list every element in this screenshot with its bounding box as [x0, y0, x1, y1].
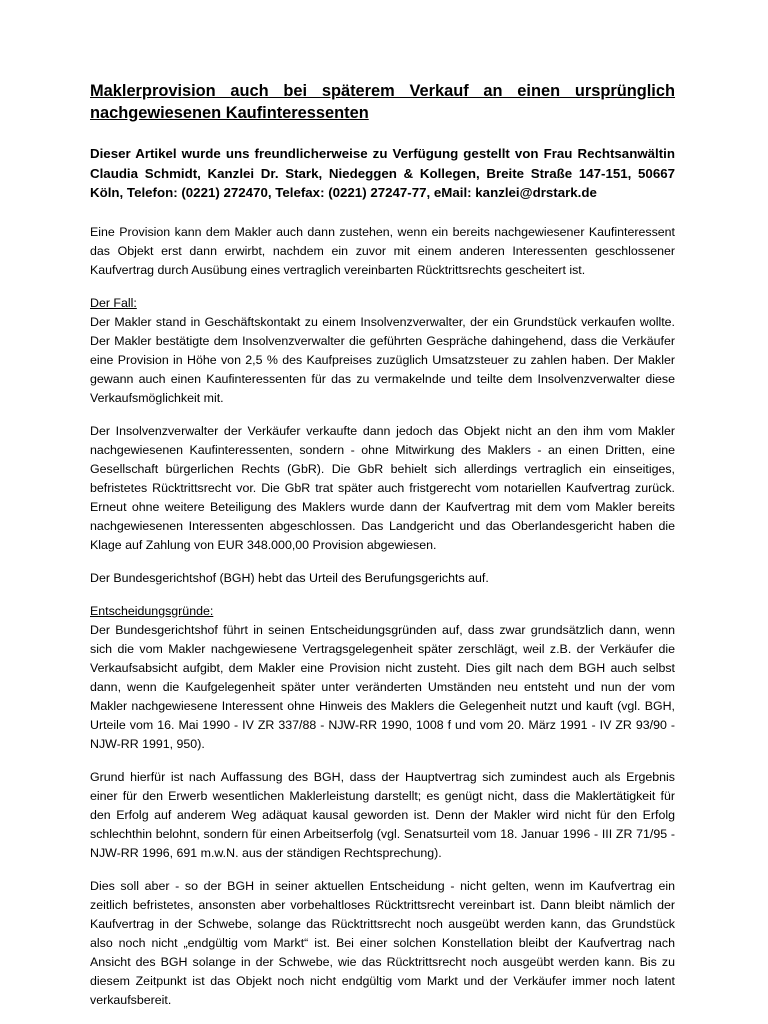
- reasons-paragraph-3: Dies soll aber - so der BGH in seiner aktuellen Entscheidung - nicht gelten, wenn im Kaufvertrag ein zeitlich befristetes, ansonsten aber vorbehaltloses Rücktrittsrecht vereinbart ist. Dann bleibt nämlich der Kaufvertrag in der Schwebe, solange das Rücktrittsrecht noch ausgeübt werden kann, das Grundstück also noch nicht „endgültig vom Markt“ ist. Bei einer solchen Konstellation bleibt der Kaufvertrag nach Ansicht des BGH solange in der Schwebe, wie das Rücktrittsrecht noch ausgeübt werden kann. Bis zu diesem Zeitpunkt ist das Objekt noch nicht endgültig vom Markt und der Verkäufer immer noch latent verkaufsbereit.: [90, 878, 675, 1007]
- summary-paragraph: Eine Provision kann dem Makler auch dann zustehen, wenn ein bereits nachgewiesener Kaufinteressent das Objekt erst dann erwirbt, nachdem ein zuvor mit einem anderen Interessenten geschlossener Kaufvertrag durch Ausübung eines vertraglich vereinbarten Rücktrittsrechts gescheitert ist.: [90, 224, 675, 277]
- reasons-heading: Entscheidungsgründe:: [90, 603, 214, 618]
- case-paragraph-1: Der Makler stand in Geschäftskontakt zu einem Insolvenzverwalter, der ein Grundstück verkaufen wollte. Der Makler bestätigte dem Insolvenzverwalter die geführten Gespräche dahingehend, dass die Verkäufer eine Provision in Höhe von 2,5 % des Kaufpreises zuzüglich Umsatzsteuer zu zahlen haben. Der Makler gewann auch einen Kaufinteressenten für das zu vermakelnde und teilte dem Insolvenzverwalter diese Verkaufsmöglichkeit mit.: [90, 314, 675, 405]
- case-paragraph-2: Der Insolvenzverwalter der Verkäufer verkaufte dann jedoch das Objekt nicht an den ihm vom Makler nachgewiesenen Kaufinteressenten, sondern - ohne Mitwirkung des Maklers - an einen Dritten, eine Gesellschaft bürgerlichen Rechts (GbR). Die GbR behielt sich allerdings vertraglich ein einseitiges, befristetes Rücktrittsrecht vor. Die GbR trat später auch fristgerecht vom notariellen Kaufvertrag zurück. Erneut ohne weitere Beteiligung des Maklers wurde dann der Kaufvertrag mit dem vom Makler bereits nachgewiesenen Interessenten abgeschlossen. Das Landgericht und das Oberlandesgericht haben die Klage auf Zahlung von EUR 348.000,00 Provision abgewiesen.: [90, 423, 675, 552]
- document-page: [90, 80, 675, 1024]
- reasons-section: [90, 602, 675, 754]
- reasons-paragraph-2: Grund hierfür ist nach Auffassung des BGH, dass der Hauptvertrag sich zumindest auch als Ergebnis einer für den Erwerb wesentlichen Maklerleistung darstellt; es genügt nicht, dass die Maklertätigkeit für den Erfolg auf anderem Weg adäquat kausal geworden ist. Denn der Makler wird nicht für den Erfolg schlechthin belohnt, sondern für einen Arbeitserfolg (vgl. Senatsurteil vom 18. Januar 1996 - III ZR 71/95 - NJW-RR 1996, 691 m.w.N. aus der ständigen Rechtsprechung).: [90, 769, 675, 860]
- case-section: [90, 294, 675, 408]
- case-heading: Der Fall:: [90, 295, 137, 310]
- document-title: Maklerprovision auch bei späterem Verkauf an einen ursprünglich nachgewiesenen Kaufinteressenten: [90, 82, 675, 122]
- author-note: Dieser Artikel wurde uns freundlicherweise zu Verfügung gestellt von Frau Rechtsanwältin Claudia Schmidt, Kanzlei Dr. Stark, Niedeggen & Kollegen, Breite Straße 147-151, 50667 Köln, Telefon: (0221) 272470, Telefax: (0221) 27247-77, eMail: kanzlei@drstark.de: [90, 146, 675, 200]
- case-paragraph-3: Der Bundesgerichtshof (BGH) hebt das Urteil des Berufungsgerichts auf.: [90, 570, 489, 585]
- reasons-paragraph-1: Der Bundesgerichtshof führt in seinen Entscheidungsgründen auf, dass zwar grundsätzlich dann, wenn sich die vom Makler nachgewiesene Vertragsgelegenheit später zerschlägt, weil z.B. der Verkäufer die Verkaufsabsicht aufgibt, dem Makler eine Provision nicht zusteht. Dies gilt nach dem BGH auch selbst dann, wenn die Kaufgelegenheit später unter veränderten Umständen neu entsteht und nun der vom Makler nachgewiesene Interessent ohne Hinweis des Maklers die Gelegenheit nutzt und kauft (vgl. BGH, Urteile vom 16. Mai 1990 - IV ZR 337/88 - NJW-RR 1990, 1008 f und vom 20. März 1991 - IV ZR 93/90 - NJW-RR 1991, 950).: [90, 622, 675, 751]
